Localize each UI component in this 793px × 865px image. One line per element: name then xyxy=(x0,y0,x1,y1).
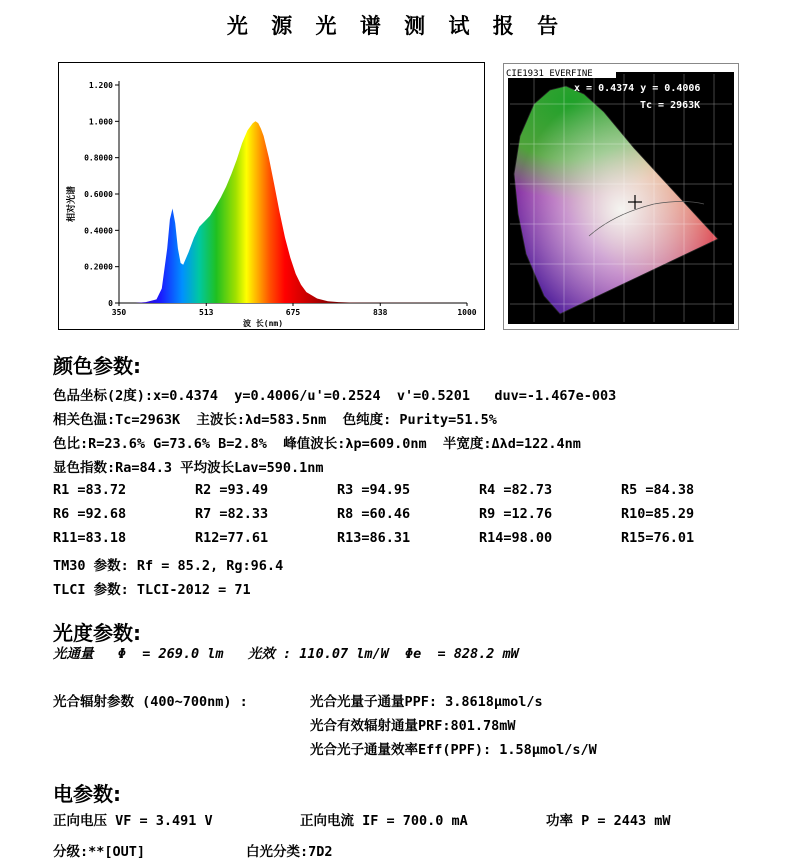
r-value: R11=83.18 xyxy=(53,530,127,546)
cie-coordinates: x = 0.4374 y = 0.4006 xyxy=(574,83,701,94)
ppf-line: 光合光量子通量PPF: 3.8618μmol/s xyxy=(310,694,543,710)
y-tick-label: 1.000 xyxy=(88,117,113,127)
forward-current: 正向电流 IF = 700.0 mA xyxy=(300,813,468,829)
electrical-heading: 电参数: xyxy=(53,782,121,806)
cie-cct: Tc = 2963K xyxy=(640,100,701,111)
r-value: R12=77.61 xyxy=(195,530,269,546)
eff-line: 光合光子通量效率Eff(PPF): 1.58μmol/s/W xyxy=(310,742,597,758)
x-axis-label: 波 长(nm) xyxy=(242,319,284,328)
report-title: 光 源 光 谱 测 试 报 告 xyxy=(226,14,567,38)
y-axis-label: 相对光谱 xyxy=(67,185,77,223)
x-tick-label: 675 xyxy=(285,308,301,317)
cie-header: CIE1931 EVERFINE xyxy=(506,69,593,79)
r-value: R3 =94.95 xyxy=(337,482,411,498)
white-class-label: 白光分类:7D2 xyxy=(246,844,333,860)
r-value: R5 =84.38 xyxy=(621,482,695,498)
x-tick-label: 838 xyxy=(373,308,388,317)
color-ratio-line: 色比:R=23.6% G=73.6% B=2.8% 峰值波长:λp=609.0nm 半宽度:Δλd=122.4nm xyxy=(53,436,581,452)
spectrum-area xyxy=(135,121,467,303)
cie-diagram-frame xyxy=(503,63,739,330)
spectrum-chart-frame xyxy=(58,62,485,330)
cri-line: 显色指数:Ra=84.3 平均波长Lav=590.1nm xyxy=(53,460,324,476)
par-label: 光合辐射参数 (400~700nm) : xyxy=(53,694,256,710)
y-tick-label: 0 xyxy=(108,299,113,308)
r-value: R13=86.31 xyxy=(337,530,411,546)
power: 功率 P = 2443 mW xyxy=(546,813,671,829)
bin-label: 分级:**[OUT] xyxy=(53,844,146,860)
y-tick-label: 0.4000 xyxy=(84,226,113,236)
prf-line: 光合有效辐射通量PRF:801.78mW xyxy=(310,718,516,734)
r-value: R1 =83.72 xyxy=(53,482,127,498)
r-value: R15=76.01 xyxy=(621,530,695,546)
r-value: R10=85.29 xyxy=(621,506,695,522)
cie-diagram xyxy=(504,64,738,329)
y-tick-label: 0.6000 xyxy=(84,190,113,199)
r-value: R7 =82.33 xyxy=(195,506,269,522)
x-tick-label: 1000 xyxy=(457,308,477,317)
spectrum-chart xyxy=(59,63,484,329)
color-params-heading: 颜色参数: xyxy=(53,354,141,378)
r-value: R6 =92.68 xyxy=(53,506,127,522)
y-tick-label: 1.200 xyxy=(88,81,113,90)
forward-voltage: 正向电压 VF = 3.491 V xyxy=(53,813,213,829)
tm30-line: TM30 参数: Rf = 85.2, Rg:96.4 xyxy=(53,558,284,574)
r-value: R2 =93.49 xyxy=(195,482,269,498)
r-value: R9 =12.76 xyxy=(479,506,553,522)
luminous-flux-line: 光通量 Φ = 269.0 lm 光效 : 110.07 lm/W Φe = 828.2 mW xyxy=(53,646,519,662)
y-tick-label: 0.2000 xyxy=(84,262,113,272)
tlci-line: TLCI 参数: TLCI-2012 = 71 xyxy=(53,582,251,598)
r-value: R8 =60.46 xyxy=(337,506,411,522)
x-tick-label: 350 xyxy=(111,308,127,317)
cct-line: 相关色温:Tc=2963K 主波长:λd=583.5nm 色纯度: Purity=51.5% xyxy=(53,412,497,428)
y-tick-label: 0.8000 xyxy=(84,153,113,163)
chromaticity-line: 色品坐标(2度):x=0.4374 y=0.4006/u'=0.2524 v'=0.5201 duv=-1.467e-003 xyxy=(53,388,617,404)
r-value: R14=98.00 xyxy=(479,530,553,546)
x-tick-label: 513 xyxy=(199,308,214,317)
photometric-heading: 光度参数: xyxy=(53,621,141,645)
r-value: R4 =82.73 xyxy=(479,482,553,498)
